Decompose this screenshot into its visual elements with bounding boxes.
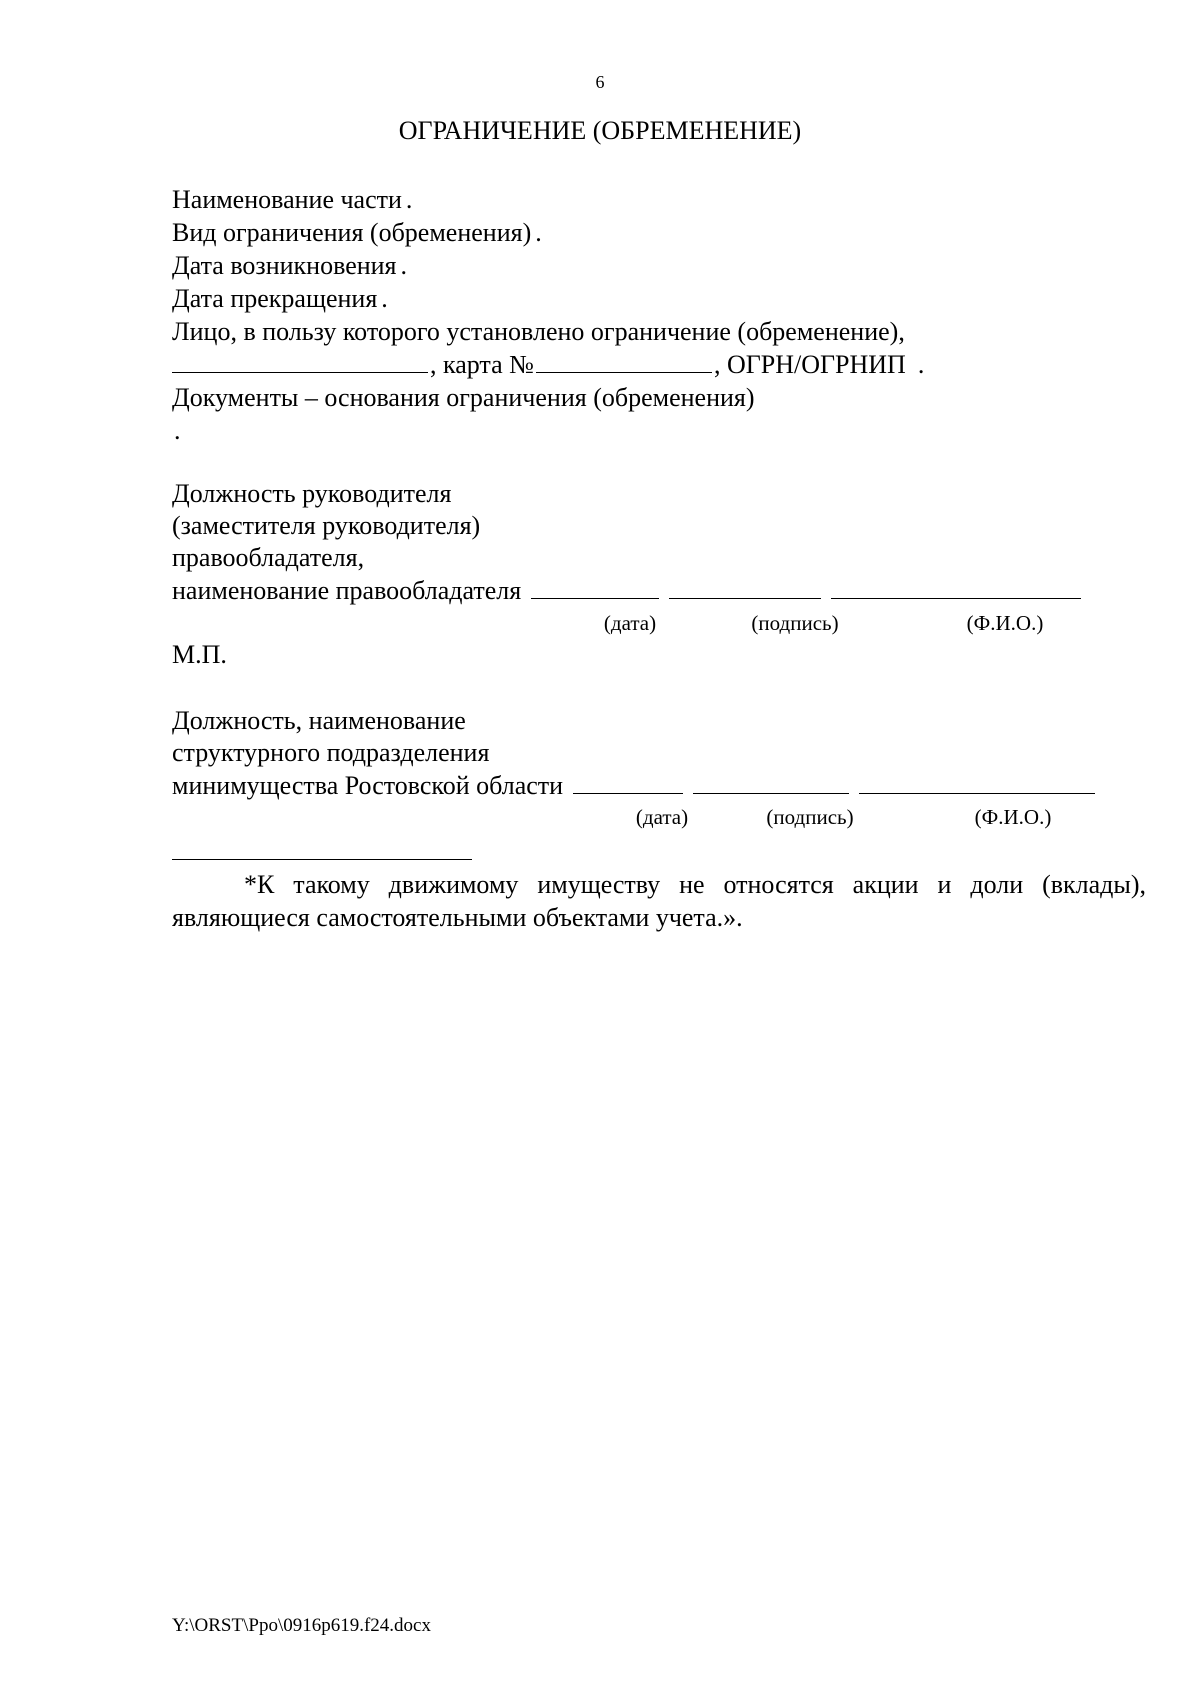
- page-number: 6: [595, 72, 605, 92]
- ministry-name-row: [172, 769, 1152, 801]
- fill-line[interactable]: [536, 348, 712, 373]
- period: .: [381, 284, 388, 313]
- field-documents-continued: [172, 414, 1144, 446]
- date-line[interactable]: [573, 769, 683, 794]
- signature-line[interactable]: [669, 574, 821, 599]
- period: .: [535, 218, 542, 247]
- ministry-position-line: Должность, наименование: [172, 706, 466, 735]
- period: .: [917, 350, 925, 379]
- fill-line[interactable]: [172, 348, 428, 373]
- holder-signature-block: [172, 478, 1152, 606]
- date-line[interactable]: [531, 574, 659, 599]
- signature-line[interactable]: [693, 769, 849, 794]
- field-label: Дата возникновения: [172, 251, 397, 280]
- footnote: *К такому движимому имуществу не относятся акции и доли (вклады), являющиеся самостоятельными объектами учета.».: [172, 870, 1146, 932]
- ministry-position-line: структурного подразделения: [172, 738, 490, 767]
- field-documents: [172, 381, 1144, 413]
- ogrn-label: , ОГРН/ОГРНИП: [713, 350, 906, 379]
- field-label: Дата прекращения: [172, 284, 378, 313]
- name-line[interactable]: [859, 769, 1095, 794]
- field-label: Вид ограничения (обременения): [172, 218, 532, 247]
- card-number-label: , карта №: [430, 350, 534, 379]
- ministry-name-label: минимущества Ростовской области: [172, 771, 564, 800]
- file-path: Y:\ORST\Ppo\0916p619.f24.docx: [172, 1615, 431, 1636]
- signature-caption: (подпись): [751, 611, 839, 635]
- period: .: [174, 416, 181, 445]
- date-caption: (дата): [603, 611, 657, 635]
- holder-name-label: наименование правообладателя: [172, 576, 522, 605]
- field-beneficiary: [172, 315, 1144, 347]
- period: .: [400, 251, 408, 280]
- field-label: Наименование части: [172, 185, 402, 214]
- field-label: Документы – основания ограничения (обременения): [172, 383, 755, 412]
- field-part-name: [172, 183, 1144, 215]
- signature-caption: (подпись): [766, 805, 854, 829]
- field-start-date: [172, 249, 1144, 281]
- stamp-place: М.П.: [172, 640, 227, 669]
- name-line[interactable]: [831, 574, 1081, 599]
- document-title: ОГРАНИЧЕНИЕ (ОБРЕМЕНЕНИЕ): [398, 116, 802, 145]
- name-caption: (Ф.И.О.): [974, 805, 1052, 829]
- field-label: Лицо, в пользу которого установлено ограничение (обременение),: [172, 317, 905, 346]
- field-end-date: [172, 282, 1144, 314]
- holder-position-line: (заместителя руководителя): [172, 511, 481, 540]
- holder-position-line: правообладателя,: [172, 543, 365, 572]
- field-beneficiary-details: [172, 348, 1144, 380]
- holder-position-line: Должность руководителя: [172, 479, 452, 508]
- period: .: [405, 185, 413, 214]
- date-caption: (дата): [635, 805, 689, 829]
- ministry-signature-block: [172, 705, 1152, 801]
- field-restriction-type: [172, 216, 1144, 248]
- holder-name-row: [172, 574, 1152, 606]
- name-caption: (Ф.И.О.): [966, 611, 1044, 635]
- footnote-separator: [172, 859, 472, 860]
